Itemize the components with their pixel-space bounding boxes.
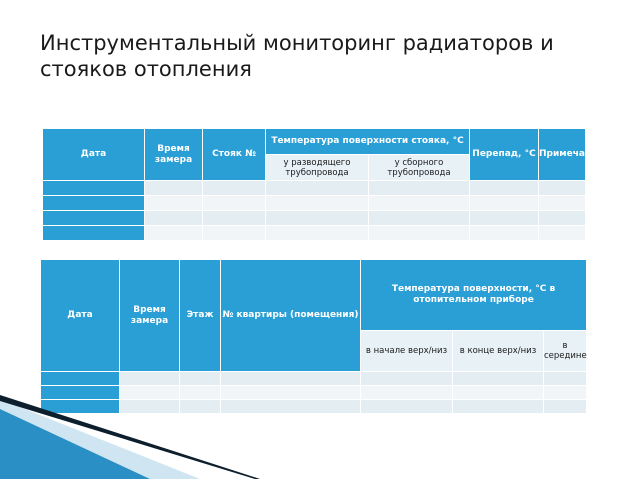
table2-cell [180,372,221,386]
table2-cell [361,400,453,414]
table1-cell [470,211,539,226]
table1-cell [369,226,470,241]
table1-cell [203,181,266,196]
table1-cell [266,226,369,241]
table1-cell [369,181,470,196]
table2-cell [453,400,544,414]
table1-row [43,196,586,211]
table2-cell [361,386,453,400]
table2-cell [221,372,361,386]
table1-cell [145,181,203,196]
table1-cell [470,226,539,241]
table1-cell [539,226,586,241]
table2-cell [120,372,180,386]
table2-cell [41,372,120,386]
table1-cell [43,196,145,211]
header-floor: Этаж [180,260,221,372]
header-apartment: № квартиры (помещения) [221,260,361,372]
table1-cell [266,196,369,211]
header-time: Время замера [145,129,203,181]
header-note: Примечание [539,129,586,181]
table1-cell [43,211,145,226]
table1-cell [203,226,266,241]
table1-cell [470,181,539,196]
header-date: Дата [43,129,145,181]
table2-row [41,372,587,386]
decorative-corner-swoosh [0,395,260,479]
table1-cell [539,181,586,196]
header-riser-temperature: Температура поверхности стояка, °С [266,129,470,155]
slide-title: Инструментальный мониторинг радиаторов и стояков отопления [40,31,554,81]
table1-row [43,226,586,241]
header-time: Время замера [120,260,180,372]
header-radiator-temperature: Температура поверхности, °С в отопительном приборе [361,260,587,331]
table1-cell [369,211,470,226]
table1-cell [145,211,203,226]
table2-cell [544,386,587,400]
table2-cell [544,400,587,414]
radiator-temperature-table [40,259,587,414]
table1-cell [145,226,203,241]
table1-cell [145,196,203,211]
table1-cell [266,211,369,226]
table1-row [43,181,586,196]
header-difference: Перепад, °С [470,129,539,181]
header-middle: в середине [544,331,587,372]
header-start-top-bottom: в начале верх/низ [361,331,453,372]
table1-cell [266,181,369,196]
table1-cell [539,196,586,211]
table1-cell [539,211,586,226]
header-return-pipe: у сборного трубопровода [369,155,470,181]
table1-cell [203,196,266,211]
table2-cell [544,372,587,386]
riser-temperature-table [42,128,604,241]
table2-cell [453,386,544,400]
table1-cell [369,196,470,211]
header-supply-pipe: у разводящего трубопровода [266,155,369,181]
table1-cell [203,211,266,226]
table1-cell [43,226,145,241]
header-riser: Стояк № [203,129,266,181]
header-date: Дата [41,260,120,372]
table2-cell [361,372,453,386]
table2-cell [453,372,544,386]
table1-row [43,211,586,226]
table1-cell [43,181,145,196]
header-end-top-bottom: в конце верх/низ [453,331,544,372]
table1-cell [470,196,539,211]
